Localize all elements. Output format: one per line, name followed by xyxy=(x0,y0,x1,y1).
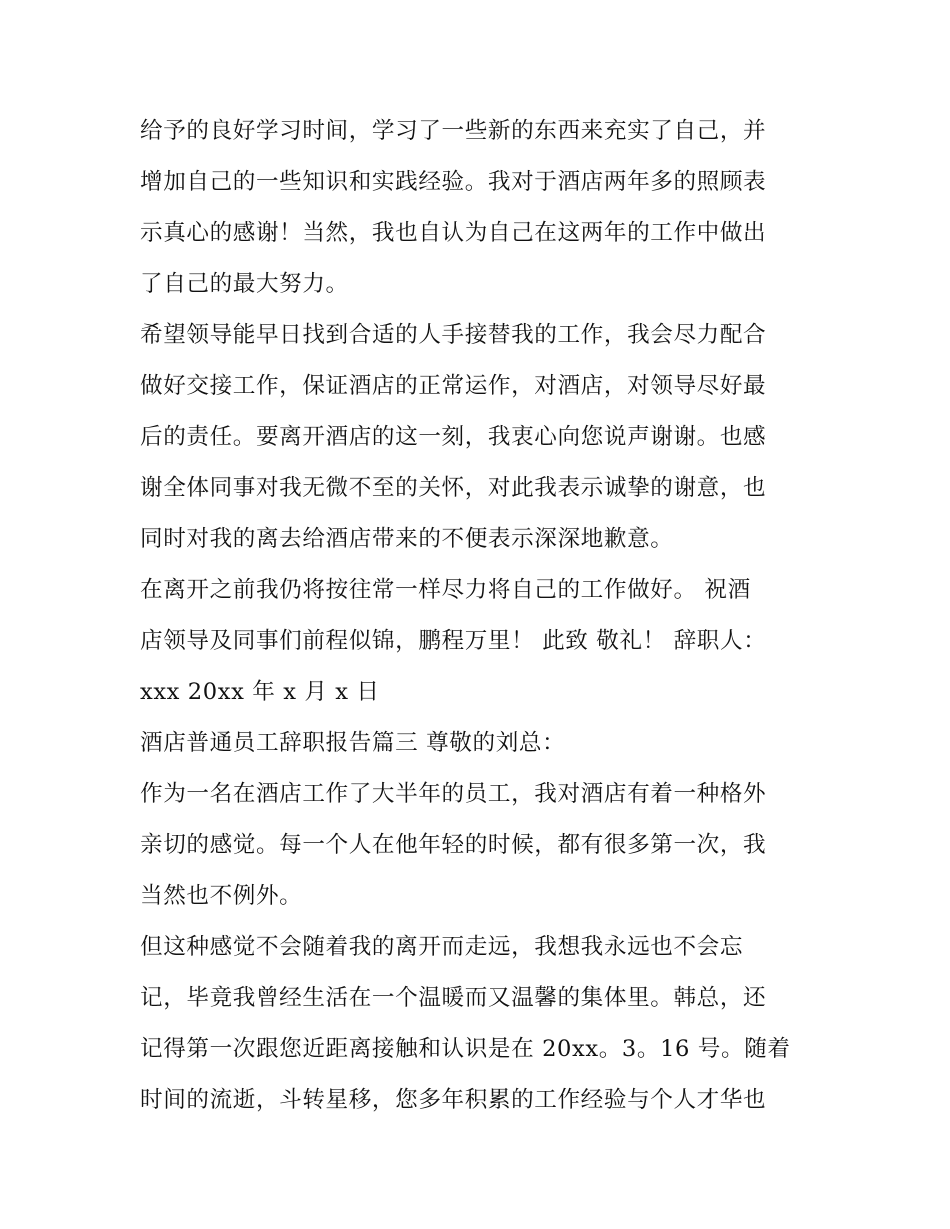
paragraph-introduction xyxy=(140,769,820,922)
text-line: 时间的流逝，斗转星移，您多年积累的工作经验与个人才华也 xyxy=(140,1087,767,1113)
text-line: 了自己的最大努力。 xyxy=(140,271,349,297)
text-line: 但这种感觉不会随着我的离开而走远，我想我永远也不会忘 xyxy=(140,934,744,960)
text-line: 谢全体同事对我无微不至的关怀，对此我表示诚挚的谢意，也 xyxy=(140,475,767,501)
text-line: 给予的良好学习时间，学习了一些新的东西来充实了自己，并 xyxy=(140,118,767,144)
text-line: 希望领导能早日找到合适的人手接替我的工作，我会尽力配合 xyxy=(140,322,767,348)
signature-date-line: xxx 20xx 年 x 月 x 日 xyxy=(140,679,380,705)
paragraph-gratitude xyxy=(140,106,820,310)
paragraph-closing xyxy=(140,565,820,718)
paragraph-handover xyxy=(140,310,820,565)
text-line: 记，毕竟我曾经生活在一个温暖而又温馨的集体里。韩总，还 xyxy=(140,985,767,1011)
text-line: 在离开之前我仍将按往常一样尽力将自己的工作做好。 祝酒 xyxy=(140,577,751,603)
text-line: 亲切的感觉。每一个人在他年轻的时候，都有很多第一次，我 xyxy=(140,832,767,858)
text-line: 店领导及同事们前程似锦，鹏程万里！ 此致 敬礼！ 辞职人： xyxy=(140,628,767,654)
heading-line: 酒店普通员工辞职报告篇三 尊敬的刘总： xyxy=(140,730,566,756)
text-line: 当然也不例外。 xyxy=(140,883,303,909)
paragraph-memories xyxy=(140,922,820,1126)
text-line: 增加自己的一些知识和实践经验。我对于酒店两年多的照顾表 xyxy=(140,169,767,195)
section-heading xyxy=(140,718,820,769)
text-line: 记得第一次跟您近距离接触和认识是在 20xx。3。16 号。随着 xyxy=(140,1036,791,1062)
text-line: 作为一名在酒店工作了大半年的员工，我对酒店有着一种格外 xyxy=(140,781,767,807)
document-body xyxy=(140,106,820,1126)
text-line: 同时对我的离去给酒店带来的不便表示深深地歉意。 xyxy=(140,526,674,552)
text-line: 示真心的感谢！当然，我也自认为自己在这两年的工作中做出 xyxy=(140,220,767,246)
text-line: 后的责任。要离开酒店的这一刻，我衷心向您说声谢谢。也感 xyxy=(140,424,767,450)
text-line: 做好交接工作，保证酒店的正常运作，对酒店，对领导尽好最 xyxy=(140,373,767,399)
